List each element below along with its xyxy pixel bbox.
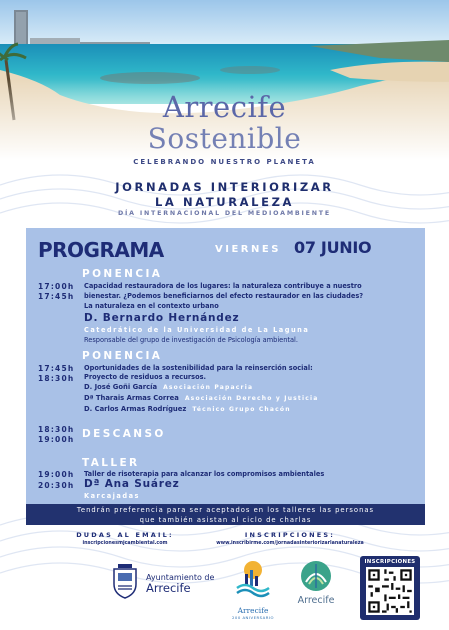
session-1-speaker: D. Bernardo Hernández	[84, 312, 240, 324]
workshop-title: Taller de risoterapia para alcanzar los compromisos ambientales	[84, 470, 325, 478]
preference-note-line2: que también asistan al ciclo de charlas	[139, 516, 312, 524]
tagline: CELEBRANDO NUESTRO PLANETA	[133, 158, 316, 166]
anniversary-logo-text	[230, 606, 276, 620]
qr-code-icon[interactable]	[366, 567, 414, 615]
ayuntamiento-shield-icon	[110, 560, 140, 600]
session-1-title-line1: Capacidad restauradora de los lugares: la naturaleza contribuye a nuestro	[84, 282, 362, 290]
anniversary-logo-icon	[235, 558, 271, 598]
doubts-label: DUDAS AL EMAIL:	[76, 531, 174, 539]
sostenible-leaf-logo-icon	[300, 560, 332, 592]
event-subtitle: DÍA INTERNACIONAL DEL MEDIOAMBIENTE	[117, 210, 331, 217]
title-arrecife: Arrecife	[162, 90, 287, 124]
program-day: VIERNES	[215, 244, 281, 255]
session-2-title-line1: Oportunidades de la sostenibilidad para la reinserción social:	[84, 364, 313, 372]
qr-label: INSCRIPCIONES	[364, 559, 416, 565]
session-1-time-start: 17:00h	[38, 282, 75, 291]
ayuntamiento-line1: Ayuntamiento de	[146, 573, 215, 582]
panel-member-3	[84, 405, 291, 413]
signup-label: INSCRIPCIONES:	[244, 531, 336, 539]
workshop-organization: Karcajadas	[84, 492, 140, 500]
anniversary-caption: 200 ANIVERSARIO	[232, 615, 274, 620]
session-1-affiliation: Catedrático de la Universidad de La Laguna	[84, 326, 310, 334]
panel-member-2-name: Dª Tharais Armas Correa	[84, 394, 179, 402]
panel-member-1-name: D. José Goñi García	[84, 383, 158, 391]
session-2-time-start: 17:45h	[38, 364, 75, 373]
session-1-title-line3: La naturaleza en el contexto urbano	[84, 302, 219, 310]
session-1-time-end: 17:45h	[38, 292, 75, 301]
panel-member-1-org: Asociación Papacria	[163, 384, 254, 391]
session-type-taller: TALLER	[82, 457, 140, 469]
preference-note-line1: Tendrán preferencia para ser aceptados en los talleres las personas	[76, 506, 375, 514]
panel-member-2-org: Asociación Derecho y Justicia	[184, 395, 319, 402]
session-type-ponencia-1: PONENCIA	[82, 268, 163, 280]
break-label: DESCANSO	[82, 428, 166, 440]
signup-url[interactable]: www.inscribirme.com/jornadasinteriorizarlanaturaleza	[216, 541, 364, 546]
session-1-title-line2: bienestar. ¿Podemos beneficiarnos del efecto restaurador en las ciudades?	[84, 292, 364, 300]
program-heading: PROGRAMA	[38, 238, 164, 262]
ayuntamiento-line2: Arrecife	[146, 581, 191, 595]
anniversary-name: Arrecife	[237, 606, 269, 615]
panel-member-1	[84, 383, 253, 391]
event-title-line1: JORNADAS INTERIORIZAR	[115, 180, 334, 194]
program-date: 07 JUNIO	[294, 238, 372, 257]
workshop-time-start: 19:00h	[38, 470, 75, 479]
contact-email[interactable]: inscripcionesmjcambiental.com	[82, 541, 168, 546]
break-time-start: 18:30h	[38, 425, 75, 434]
panel-member-3-name: D. Carlos Armas Rodríguez	[84, 405, 187, 413]
break-time-end: 19:00h	[38, 435, 75, 444]
session-2-time-end: 18:30h	[38, 374, 75, 383]
panel-member-3-org: Técnico Grupo Chacón	[192, 406, 291, 413]
title-sostenible: Sostenible	[147, 122, 302, 155]
session-2-title-line2: Proyecto de residuos a recursos.	[84, 373, 207, 381]
sostenible-logo-text: Arrecife	[297, 595, 335, 606]
session-1-note: Responsable del grupo de investigación de Psicología ambiental.	[84, 336, 298, 344]
panel-member-2	[84, 394, 319, 402]
workshop-speaker: Dª Ana Suárez	[84, 478, 180, 490]
ayuntamiento-logo-text	[146, 573, 214, 593]
workshop-time-end: 20:30h	[38, 481, 75, 490]
preference-note-bar	[26, 504, 425, 525]
event-title-line2: LA NATURALEZA	[154, 195, 295, 209]
session-type-ponencia-2: PONENCIA	[82, 350, 163, 362]
